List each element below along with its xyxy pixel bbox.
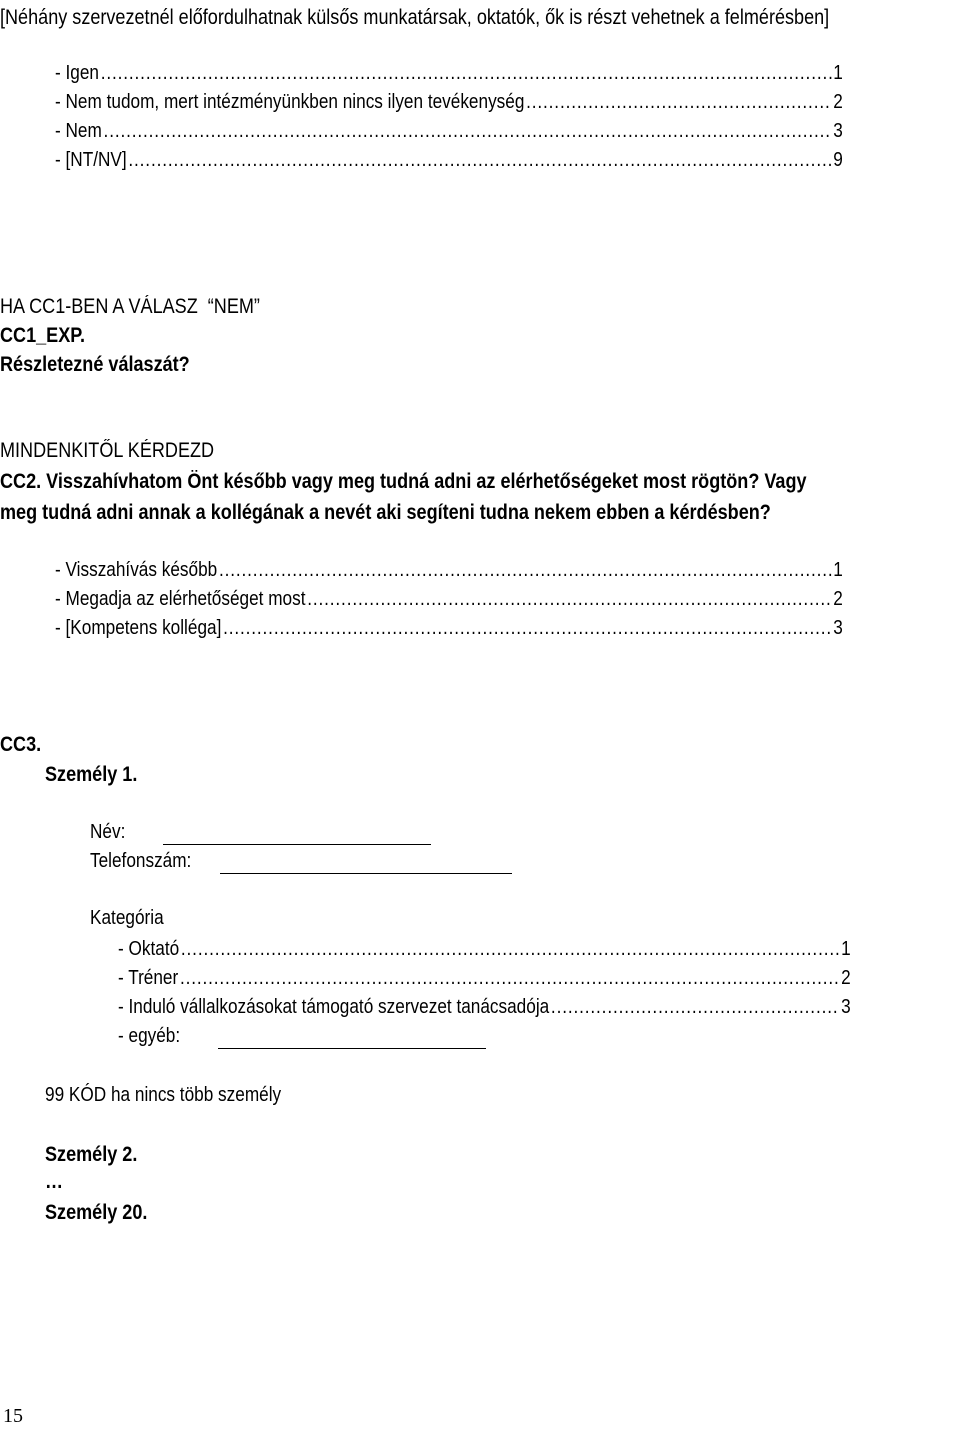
question-text-line1: CC2. Visszahívhatom Önt később vagy meg tudná adni az elérhetőségeket most rögtön? Vagy bbox=[0, 470, 807, 493]
option-label: - [Kompetens kolléga] bbox=[55, 617, 222, 639]
option-code: 1 bbox=[833, 62, 843, 84]
question-text: Részletezné válaszát? bbox=[0, 353, 190, 376]
option-label: - Nem bbox=[55, 120, 102, 142]
option-callback-later bbox=[55, 560, 843, 580]
option-label: - Visszahívás később bbox=[55, 559, 218, 581]
option-code: 3 bbox=[833, 120, 843, 142]
option-code: 3 bbox=[833, 617, 843, 639]
other-field[interactable] bbox=[218, 1030, 486, 1049]
option-nt-nv bbox=[55, 150, 843, 170]
option-label: - Megadja az elérhetőséget most bbox=[55, 588, 306, 610]
question-code: CC3. bbox=[0, 733, 42, 756]
question-code: CC1_EXP. bbox=[0, 324, 86, 347]
option-competent-colleague bbox=[55, 618, 843, 638]
option-no bbox=[55, 121, 843, 141]
name-field[interactable] bbox=[163, 826, 431, 845]
phone-label: Telefonszám: bbox=[90, 850, 192, 872]
name-label: Név: bbox=[90, 821, 126, 843]
option-gives-contact-now bbox=[55, 589, 843, 609]
other-label: - egyéb: bbox=[118, 1025, 181, 1047]
no-more-note: 99 KÓD ha nincs több személy bbox=[45, 1084, 282, 1106]
option-label: - [NT/NV] bbox=[55, 149, 127, 171]
option-startup-advisor bbox=[118, 997, 851, 1017]
ellipsis-text: … bbox=[45, 1170, 64, 1193]
instruction-text: MINDENKITŐL KÉRDEZD bbox=[0, 439, 215, 462]
phone-field[interactable] bbox=[220, 855, 512, 874]
option-code: 3 bbox=[841, 996, 851, 1018]
option-code: 9 bbox=[833, 149, 843, 171]
person-heading: Személy 20. bbox=[45, 1201, 148, 1224]
question-text-line2: meg tudná adni annak a kollégának a nevét aki segíteni tudna nekem ebben a kérdésben? bbox=[0, 501, 771, 524]
option-code: 2 bbox=[833, 91, 843, 113]
condition-text: HA CC1-BEN A VÁLASZ “NEM” bbox=[0, 295, 260, 318]
person-heading: Személy 1. bbox=[45, 763, 138, 786]
page-number: 15 bbox=[3, 1405, 23, 1427]
option-label: - Induló vállalkozásokat támogató szervezet tanácsadója bbox=[118, 996, 550, 1018]
option-label: - Tréner bbox=[118, 967, 179, 989]
category-label: Kategória bbox=[90, 907, 164, 929]
option-teacher bbox=[118, 939, 851, 959]
option-trainer bbox=[118, 968, 851, 988]
option-code: 2 bbox=[833, 588, 843, 610]
person-heading: Személy 2. bbox=[45, 1143, 138, 1166]
option-label: - Oktató bbox=[118, 938, 180, 960]
option-label: - Igen bbox=[55, 62, 99, 84]
option-yes bbox=[55, 63, 843, 83]
option-label: - Nem tudom, mert intézményünkben nincs ilyen tevékenység bbox=[55, 91, 525, 113]
option-code: 1 bbox=[841, 938, 851, 960]
option-code: 2 bbox=[841, 967, 851, 989]
intro-note: [Néhány szervezetnél előfordulhatnak külsős munkatársak, oktatók, ők is részt vehetnek a felmérésben] bbox=[0, 6, 830, 29]
option-code: 1 bbox=[833, 559, 843, 581]
option-dont-know bbox=[55, 92, 843, 112]
